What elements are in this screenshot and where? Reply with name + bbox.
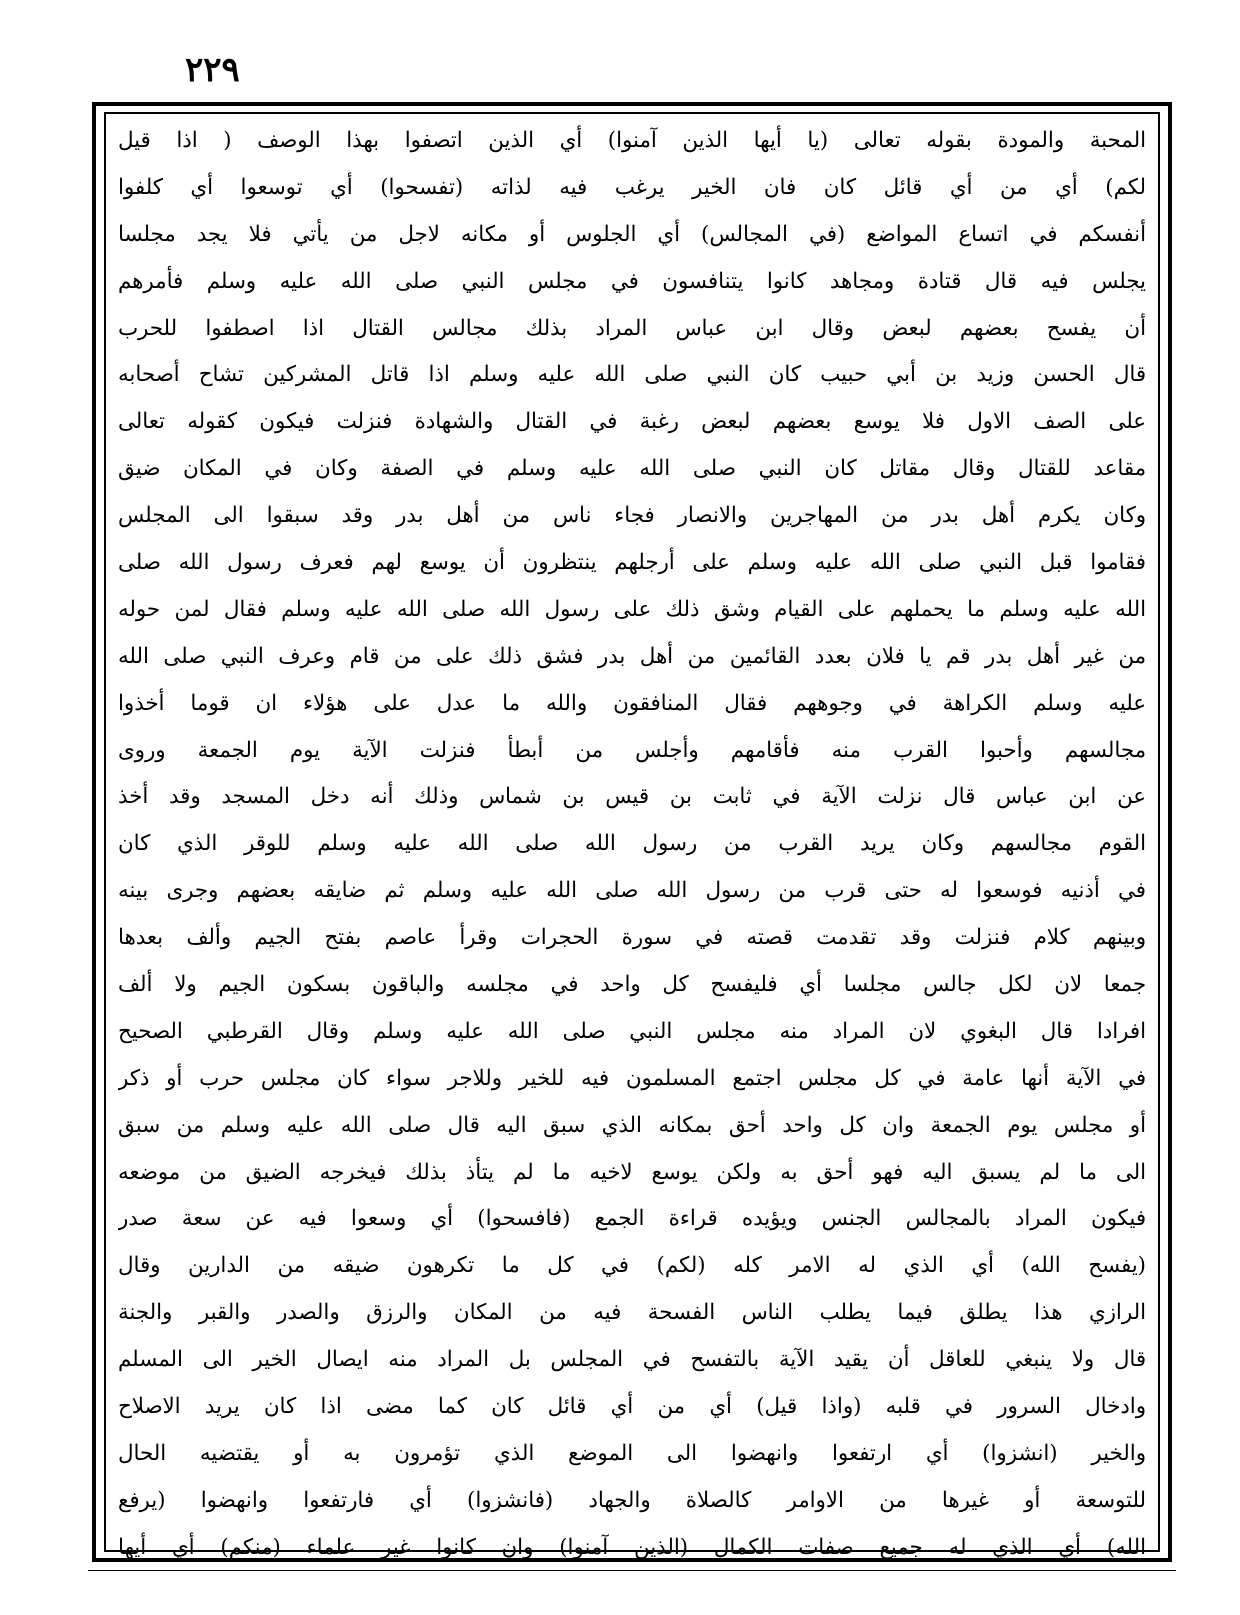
text-line: وبينهم كلام فنزلت وقد تقدمت قصته في سورة الحجرات وقرأ عاصم بفتح الجيم وألف بعدها [118,925,1146,951]
text-line: على الصف الاول فلا يوسع بعضهم لبعض رغبة في القتال والشهادة فنزلت فيكون كقوله تعالى [118,409,1146,435]
text-line: فيكون المراد بالمجالس الجنس ويؤيده قراءة الجمع (فافسحوا) أي وسعوا فيه عن سعة صدر [118,1206,1146,1232]
text-line: قال الحسن وزيد بن أبي حبيب كان النبي صلى الله عليه وسلم اذا قاتل المشركين تشاح أصحابه [118,362,1146,388]
text-line: وادخال السرور في قلبه (واذا قيل) أي من أي قائل كان كما مضى اذا كان يريد الاصلاح [118,1394,1146,1420]
body-text [118,118,1146,1560]
text-line: عن ابن عباس قال نزلت الآية في ثابت بن قيس بن شماس وذلك أنه دخل المسجد وقد أخذ [118,784,1146,810]
text-line: أو مجلس يوم الجمعة وان كل واحد أحق بمكانه الذي سبق اليه قال صلى الله عليه وسلم من سبق [118,1112,1146,1138]
text-line: الله عليه وسلم ما يحملهم على القيام وشق ذلك على رسول الله صلى الله عليه وسلم فقال لمن حوله [118,596,1146,622]
page-number: ٢٢٩ [185,50,240,90]
text-line: في أذنيه فوسعوا له حتى قرب من رسول الله صلى الله عليه وسلم ثم ضايقه بعضهم وجرى بينه [118,878,1146,904]
text-line: يجلس فيه قال قتادة ومجاهد كانوا يتنافسون في مجلس النبي صلى الله عليه وسلم فأمرهم [118,268,1146,294]
bottom-rule [88,1570,1176,1571]
text-line: أنفسكم في اتساع المواضع (في المجالس) أي الجلوس أو مكانه لاجل من يأتي فلا يجد مجلسا [118,221,1146,247]
text-line: أن يفسح بعضهم لبعض وقال ابن عباس المراد بذلك مجالس القتال اذا اصطفوا للحرب [118,315,1146,341]
text-line: المحبة والمودة بقوله تعالى (يا أيها الذين آمنوا) أي الذين اتصفوا بهذا الوصف ( اذا قيل [118,128,1146,153]
text-line: عليه وسلم الكراهة في وجوههم فقال المنافقون والله ما عدل على هؤلاء ان قوما أخذوا [118,690,1146,716]
text-line: القوم مجالسهم وكان يريد القرب من رسول الله صلى الله عليه وسلم للوقر الذي كان [118,831,1146,857]
text-line: قال ولا ينبغي للعاقل أن يقيد الآية بالتفسح في المجلس بل المراد منه ايصال الخير الى المسلم [118,1347,1146,1373]
text-line: جمعا لان لكل جالس مجلسا أي فليفسح كل واحد في مجلسه والباقون بسكون الجيم ولا ألف [118,972,1146,998]
text-line: لكم) أي من أي قائل كان فان الخير يرغب فيه لذاته (تفسحوا) أي توسعوا أي كلفوا [118,174,1146,200]
text-line: فقاموا قبل النبي صلى الله عليه وسلم على أرجلهم ينتظرون أن يوسع لهم فعرف رسول الله صلى [118,550,1146,576]
text-line: الى ما لم يسبق اليه فهو أحق به ولكن يوسع لاخيه ما لم يتأذ بذلك فيخرجه الضيق من موضعه [118,1159,1146,1185]
text-line: الرازي هذا يطلق فيما يطلب الناس الفسحة فيه من المكان والرزق والصدر والقبر والجنة [118,1300,1146,1326]
text-line: للتوسعة أو غيرها من الاوامر كالصلاة والجهاد (فانشزوا) أي فارتفعوا وانهضوا (يرفع [118,1487,1146,1513]
text-line: من غير أهل بدر قم يا فلان بعدد القائمين من أهل بدر فشق ذلك على من قام وعرف النبي صلى الله [118,643,1146,669]
text-line: مجالسهم وأحبوا القرب منه فأقامهم وأجلس من أبطأ فنزلت الآية يوم الجمعة وروى [118,737,1146,763]
text-line: مقاعد للقتال وقال مقاتل كان النبي صلى الله عليه وسلم في الصفة وكان في المكان ضيق [118,456,1146,482]
text-line: افرادا قال البغوي لان المراد منه مجلس النبي صلى الله عليه وسلم وقال القرطبي الصحيح [118,1018,1146,1044]
text-line: (يفسح الله) أي الذي له الامر كله (لكم) في كل ما تكرهون ضيقه من الدارين وقال [118,1253,1146,1279]
text-line: في الآية أنها عامة في كل مجلس اجتمع المسلمون فيه للخير وللاجر سواء كان مجلس حرب أو ذكر [118,1065,1146,1091]
text-line: والخير (انشزوا) أي ارتفعوا وانهضوا الى الموضع الذي تؤمرون به أو يقتضيه الحال [118,1440,1146,1466]
text-line: الله) أي الذي له جميع صفات الكمال (الذين آمنوا) وان كانوا غير علماء (منكم) أي أيها [118,1534,1146,1560]
text-line: وكان يكرم أهل بدر من المهاجرين والانصار فجاء ناس من أهل بدر وقد سبقوا الى المجلس [118,503,1146,529]
